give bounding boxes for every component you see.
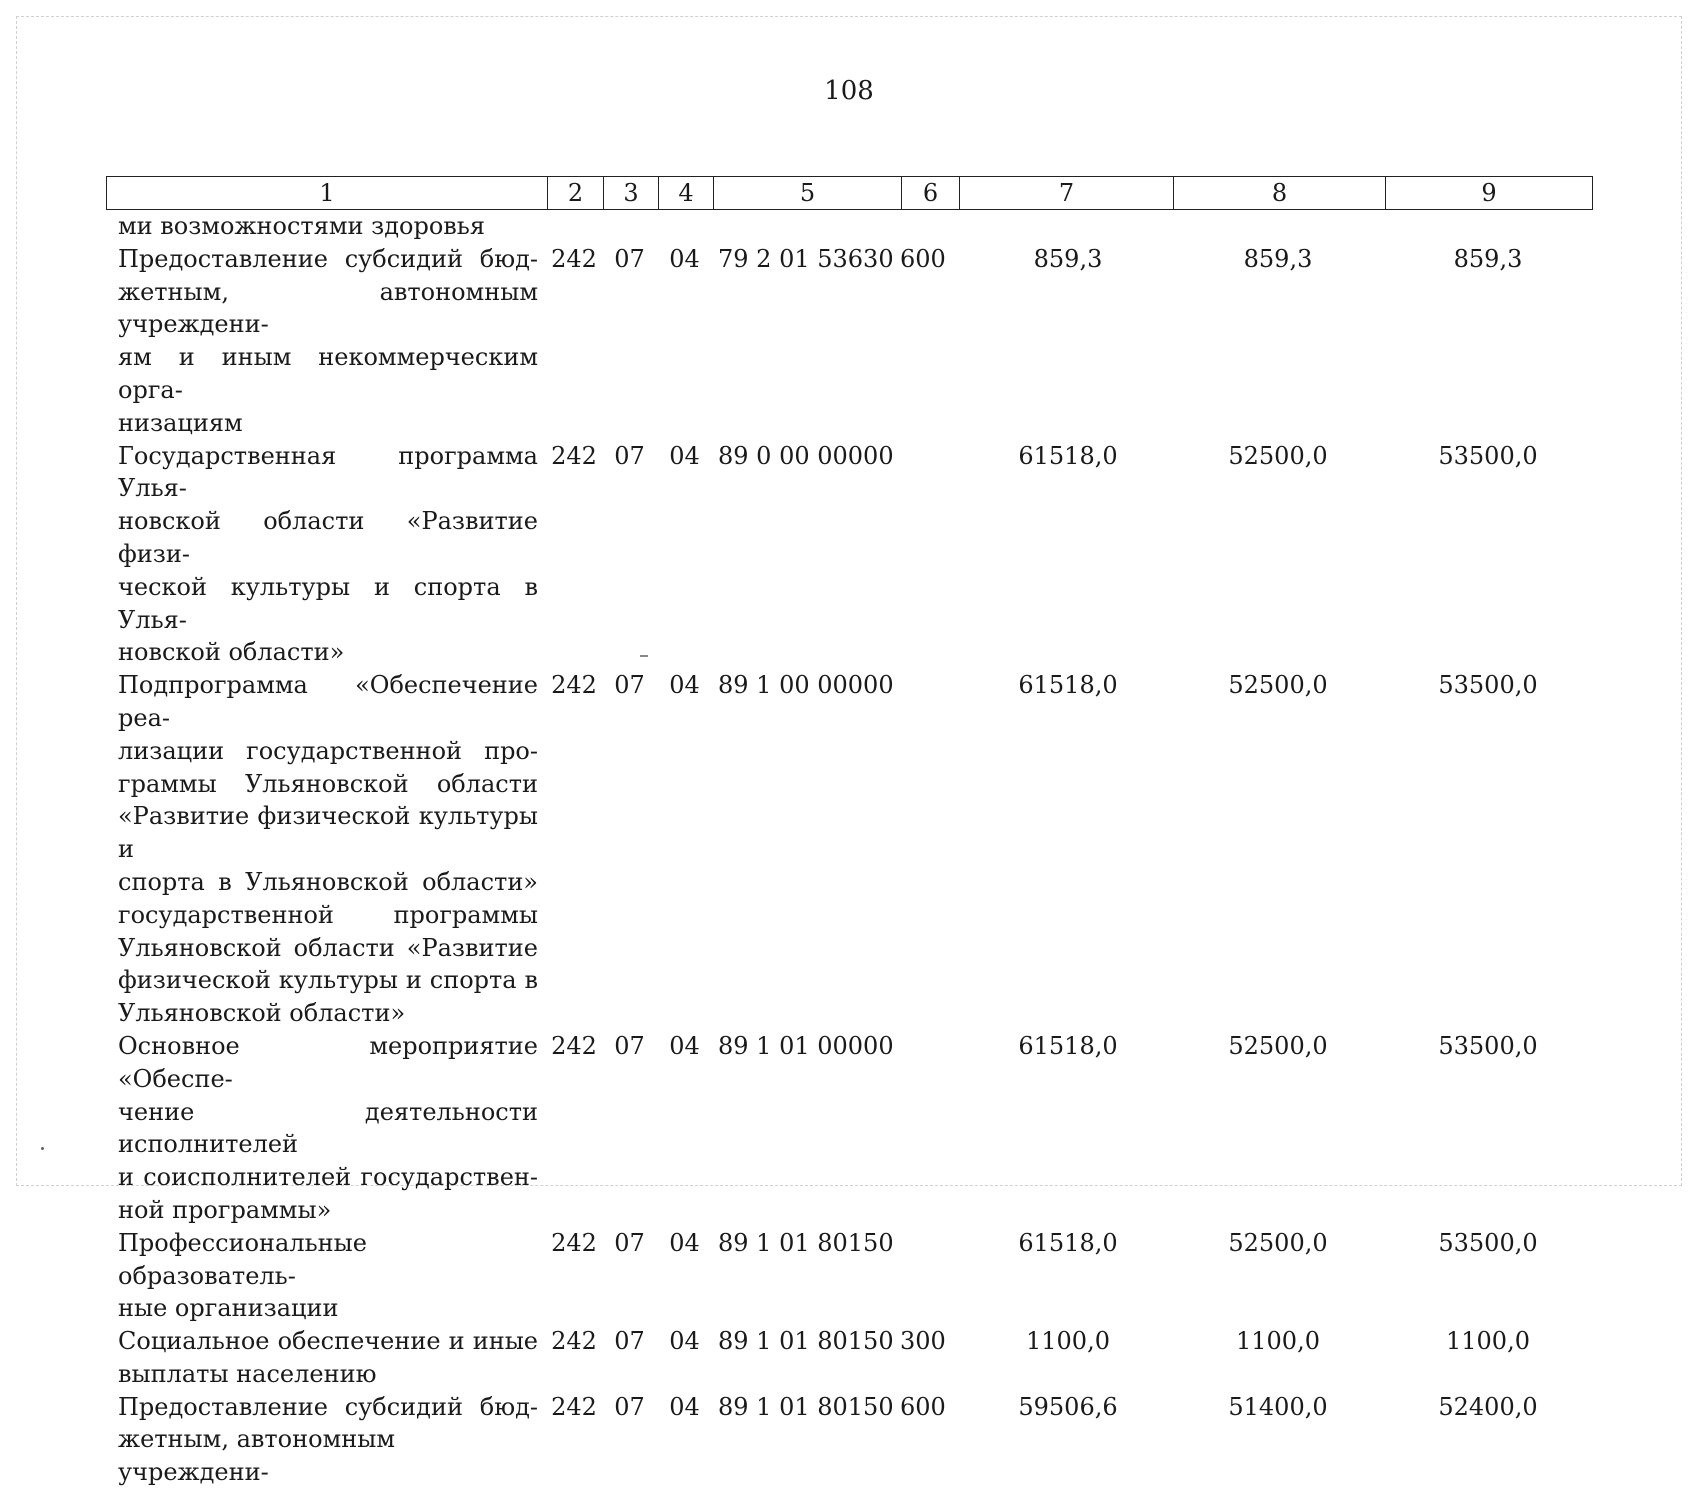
description-line: жетным, автономным учреждени- (118, 1425, 396, 1487)
amount-year-3-cell: 52400,0 (1438, 1392, 1538, 1421)
row-description (118, 440, 538, 670)
row-description (118, 1325, 538, 1391)
target-article-code-cell: 79 2 01 53630 (718, 244, 894, 273)
table-body (106, 210, 1593, 1489)
table-row (106, 1227, 1593, 1325)
description-line: «Развитие физической культуры и (118, 802, 538, 864)
scan-speck (640, 655, 648, 657)
target-article-code-cell: 89 1 00 00000 (718, 671, 894, 700)
section-code-cell: 242 (551, 1228, 597, 1257)
description-line: Основное мероприятие «Обеспе- (118, 1031, 538, 1093)
header-cell-4: 4 (658, 177, 713, 209)
table-row (106, 210, 1593, 243)
description-line: лизации государственной про- (118, 736, 538, 765)
target-article-code-cell: 89 0 00 00000 (718, 441, 894, 470)
subsection-code-cell: 04 (669, 244, 700, 273)
subsection-code-cell: 04 (669, 671, 700, 700)
amount-year-2-cell: 51400,0 (1228, 1392, 1328, 1421)
amount-year-1-cell: 61518,0 (1018, 1031, 1118, 1060)
description-line: ям и иным некоммерческим орга- (118, 343, 538, 404)
header-cell-3: 3 (603, 177, 658, 209)
chapter-code-cell: 07 (614, 441, 645, 470)
header-cell-2: 2 (547, 177, 603, 209)
description-line: ми возможностями здоровья (118, 212, 485, 240)
table-row (106, 1325, 1593, 1391)
description-line: Социальное обеспечение и иные (118, 1327, 538, 1356)
row-description (118, 210, 538, 243)
chapter-code-cell: 07 (614, 1327, 645, 1356)
subsection-code-cell: 04 (669, 441, 700, 470)
description-line: Государственная программа Улья- (118, 441, 538, 503)
table-row (106, 440, 1593, 670)
table-row (106, 669, 1593, 1030)
description-line: ные организации (118, 1294, 339, 1323)
amount-year-1-cell: 859,3 (1033, 244, 1103, 273)
header-cell-9: 9 (1385, 177, 1592, 209)
description-line: чение деятельности исполнителей (118, 1097, 538, 1159)
row-description (118, 243, 538, 440)
budget-table (106, 176, 1593, 1489)
header-cell-6: 6 (901, 177, 959, 209)
description-line: новской области» (118, 638, 345, 667)
header-cell-1: 1 (319, 179, 335, 207)
amount-year-3-cell: 859,3 (1453, 244, 1523, 273)
expense-type-code-cell: 600 (900, 244, 946, 273)
amount-year-1-cell: 61518,0 (1018, 1228, 1118, 1257)
section-code-cell: 242 (551, 1327, 597, 1356)
scan-speck (41, 1147, 44, 1150)
description-line: ческой культуры и спорта в Улья- (118, 572, 538, 634)
description-line: Профессиональные образователь- (118, 1228, 367, 1290)
row-description (118, 1391, 538, 1489)
chapter-code-cell: 07 (614, 1228, 645, 1257)
description-line: государственной программы (118, 900, 538, 929)
expense-type-code-cell: 300 (900, 1327, 946, 1356)
subsection-code-cell: 04 (669, 1327, 700, 1356)
amount-year-2-cell: 52500,0 (1228, 441, 1328, 470)
amount-year-3-cell: 53500,0 (1438, 1228, 1538, 1257)
target-article-code-cell: 89 1 01 80150 (718, 1327, 894, 1356)
section-code-cell: 242 (551, 441, 597, 470)
page-number: 108 (824, 76, 874, 106)
target-article-code-cell: 89 1 01 00000 (718, 1031, 894, 1060)
header-cell-5: 5 (713, 177, 901, 209)
row-description (118, 1227, 538, 1325)
description-line: Предоставление субсидий бюд- (118, 1392, 538, 1421)
description-line: новской области «Развитие физи- (118, 507, 538, 568)
section-code-cell: 242 (551, 1392, 597, 1421)
chapter-code-cell: 07 (614, 1031, 645, 1060)
amount-year-1-cell: 1100,0 (1026, 1327, 1110, 1356)
chapter-code-cell: 07 (614, 244, 645, 273)
amount-year-1-cell: 61518,0 (1018, 671, 1118, 700)
description-line: Подпрограмма «Обеспечение реа- (118, 671, 538, 732)
subsection-code-cell: 04 (669, 1228, 700, 1257)
chapter-code-cell: 07 (614, 671, 645, 700)
description-line: Ульяновской области» (118, 999, 406, 1028)
amount-year-1-cell: 61518,0 (1018, 441, 1118, 470)
amount-year-2-cell: 52500,0 (1228, 1228, 1328, 1257)
section-code-cell: 242 (551, 671, 597, 700)
amount-year-3-cell: 53500,0 (1438, 441, 1538, 470)
amount-year-1-cell: 59506,6 (1018, 1392, 1118, 1421)
section-code-cell: 242 (551, 244, 597, 273)
table-row (106, 243, 1593, 440)
description-line: спорта в Ульяновской области» (118, 867, 538, 896)
description-line: Ульяновской области «Развитие (118, 933, 538, 962)
subsection-code-cell: 04 (669, 1031, 700, 1060)
row-description (118, 1030, 538, 1227)
subsection-code-cell: 04 (669, 1392, 700, 1421)
description-line: граммы Ульяновской области (118, 769, 538, 798)
header-cell-7: 7 (959, 177, 1173, 209)
description-line: Предоставление субсидий бюд- (118, 244, 538, 273)
row-description (118, 669, 538, 1030)
description-line: жетным, автономным учреждени- (118, 277, 538, 339)
amount-year-2-cell: 859,3 (1243, 244, 1313, 273)
description-line: физической культуры и спорта в (118, 966, 538, 995)
description-line: выплаты населению (118, 1359, 377, 1388)
description-line: и соисполнителей государствен- (118, 1163, 538, 1192)
header-cell-8: 8 (1173, 177, 1385, 209)
table-row (106, 1391, 1593, 1489)
expense-type-code-cell: 600 (900, 1392, 946, 1421)
description-line: низациям (118, 408, 243, 437)
target-article-code-cell: 89 1 01 80150 (718, 1228, 894, 1257)
amount-year-2-cell: 52500,0 (1228, 1031, 1328, 1060)
section-code-cell: 242 (551, 1031, 597, 1060)
chapter-code-cell: 07 (614, 1392, 645, 1421)
amount-year-2-cell: 1100,0 (1236, 1327, 1320, 1356)
amount-year-3-cell: 1100,0 (1446, 1327, 1530, 1356)
target-article-code-cell: 89 1 01 80150 (718, 1392, 894, 1421)
table-header-row (106, 176, 1593, 210)
table-row (106, 1030, 1593, 1227)
amount-year-3-cell: 53500,0 (1438, 1031, 1538, 1060)
amount-year-3-cell: 53500,0 (1438, 671, 1538, 700)
amount-year-2-cell: 52500,0 (1228, 671, 1328, 700)
description-line: ной программы» (118, 1195, 332, 1224)
